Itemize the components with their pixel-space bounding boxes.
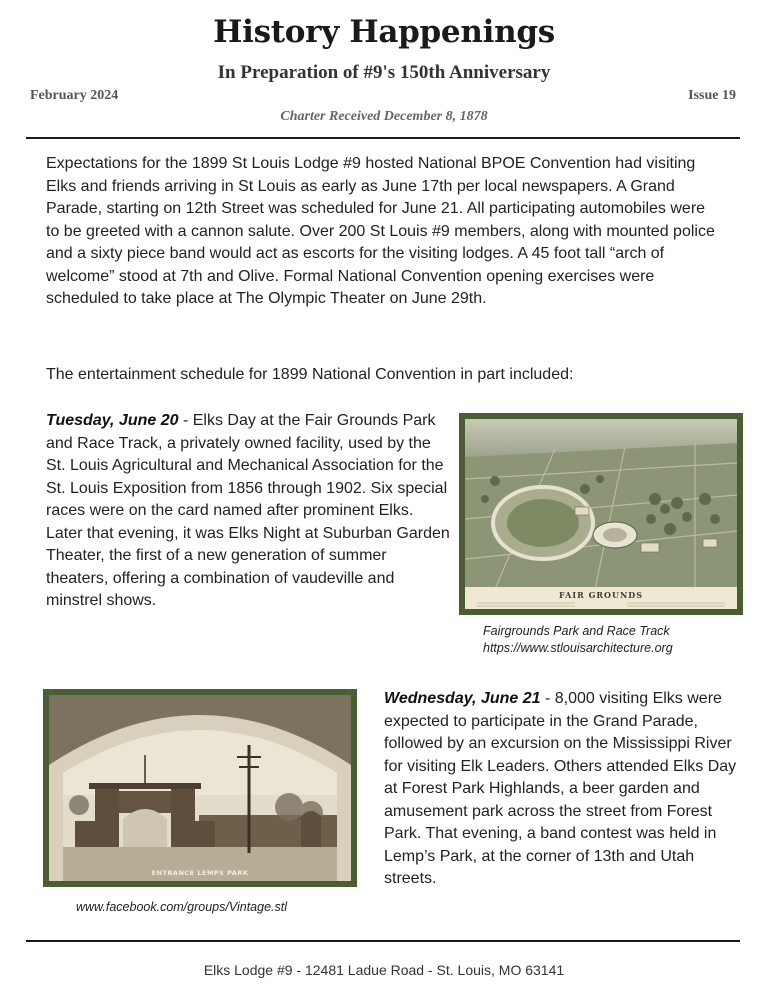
fairgrounds-caption-source: https://www.stlouisarchitecture.org — [483, 641, 673, 655]
lemp-park-caption: www.facebook.com/groups/Vintage.stl — [76, 900, 287, 914]
schedule-intro: The entertainment schedule for 1899 National Convention in part included: — [46, 366, 574, 383]
fairgrounds-engraved-title: FAIR GROUNDS — [558, 590, 644, 600]
lemp-park-inscription: ENTRANCE LEMPS PARK — [151, 869, 249, 877]
fairgrounds-caption — [483, 623, 753, 657]
lemp-park-photo — [43, 689, 357, 887]
footer-address: Elks Lodge #9 - 12481 Ladue Road - St. Louis, MO 63141 — [203, 962, 565, 978]
header-divider — [26, 137, 740, 139]
wednesday-lead: Wednesday, June 21 — [384, 690, 541, 707]
footer-divider — [26, 940, 740, 942]
fairgrounds-aerial-illustration — [465, 419, 737, 609]
newsletter-title: History Happenings — [213, 14, 555, 50]
fairgrounds-photo — [459, 413, 743, 615]
tuesday-lead: Tuesday, June 20 — [46, 412, 179, 429]
lemp-park-entrance-illustration — [49, 695, 351, 881]
issue-date: February 2024 — [30, 88, 119, 103]
wednesday-paragraph — [384, 688, 738, 891]
tuesday-text: - Elks Day at the Fair Grounds Park and Race Track, a privately owned facility, used by the St. Louis Agricultural and Mechanical Association for the St. Louis Exposition from 1856 through 1902. Six special races were on the card named after prominent Elks. Later that evening, it was Elks Night at Suburban Garden Theater, the first of a new generation of summer theaters, offering a combination of vaudeville and minstrel shows. — [46, 412, 450, 609]
newsletter-subtitle: In Preparation of #9's 150th Anniversary — [217, 62, 551, 83]
issue-number: Issue 19 — [688, 88, 736, 103]
tuesday-paragraph — [46, 410, 450, 613]
intro-paragraph: Expectations for the 1899 St Louis Lodge #9 hosted National BPOE Convention had visiting Elks and friends arriving in St Louis as early as June 17th per local newspapers. A Grand Parade, starting on 12th Street was scheduled for June 21. All participating automobiles were to be greeted with a cannon salute. Over 200 St Louis #9 members, along with mounted police and a sixty piece band would act as escorts for the visiting lodges. A 45 foot tall “arch of welcome” stood at 7th and Olive. Formal National Convention opening exercises were scheduled to take place at The Olympic Theater on June 29th. — [46, 155, 715, 307]
fairgrounds-caption-title: Fairgrounds Park and Race Track — [483, 624, 670, 638]
wednesday-text: - 8,000 visiting Elks were expected to participate in the Grand Parade, followed by an excursion on the Mississippi River for visiting Elk Leaders. Others attended Elks Day at Forest Park Highlands, a beer garden and amusement park across the street from Forest Park. That evening, a band contest was held in Lemp’s Park, at the corner of 13th and Utah streets. — [384, 690, 737, 887]
charter-line: Charter Received December 8, 1878 — [280, 109, 488, 124]
